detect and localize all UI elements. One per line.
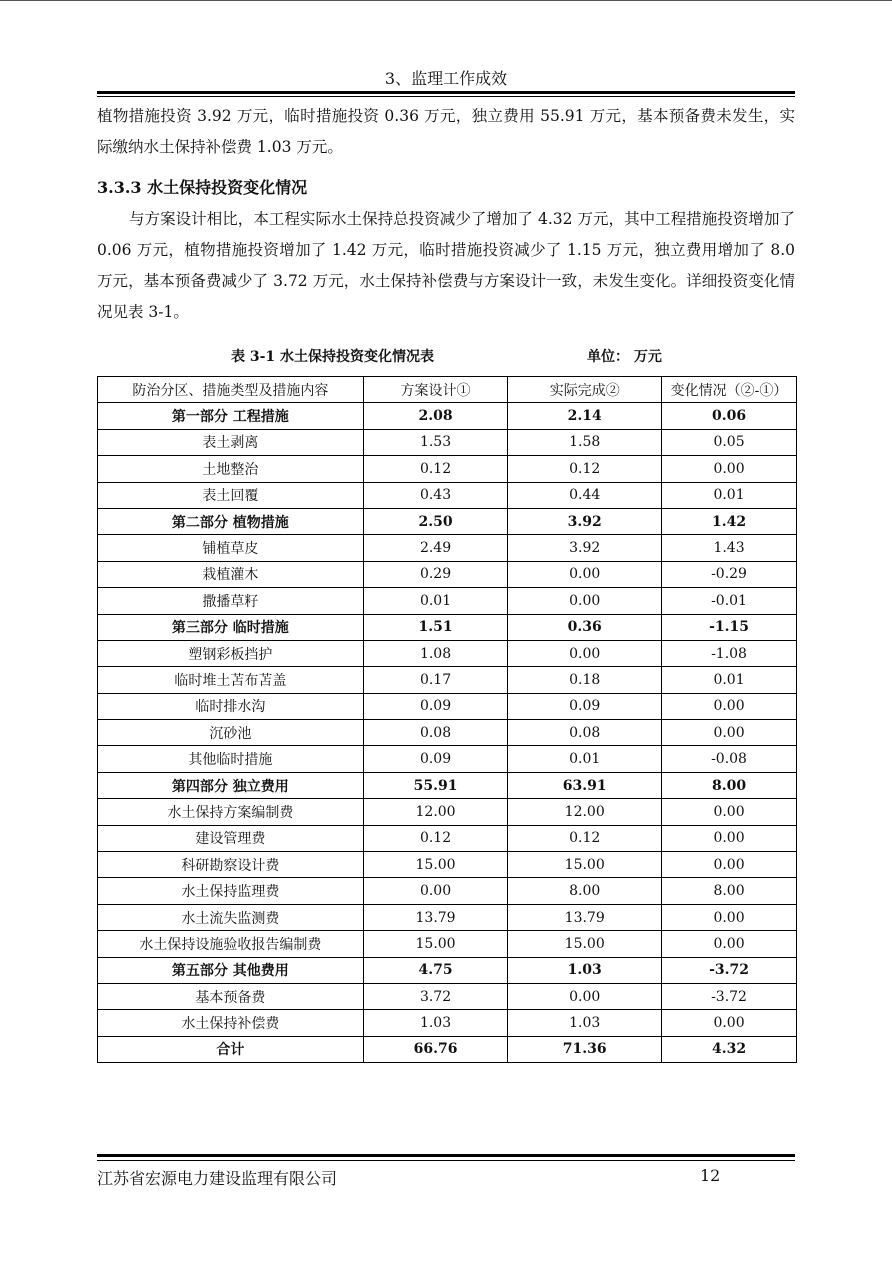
value-cell: 0.12 bbox=[363, 456, 508, 482]
value-cell: 2.14 bbox=[508, 403, 662, 429]
item-name-cell: 水土保持方案编制费 bbox=[98, 799, 364, 825]
item-name-cell: 栽植灌木 bbox=[98, 561, 364, 587]
table-row bbox=[98, 482, 797, 508]
value-cell: 0.00 bbox=[662, 720, 797, 746]
value-cell: 0.00 bbox=[662, 1010, 797, 1036]
value-cell: 0.17 bbox=[363, 667, 508, 693]
item-name-cell: 科研勘察设计费 bbox=[98, 852, 364, 878]
table-row bbox=[98, 746, 797, 772]
table-row bbox=[98, 456, 797, 482]
table-subtotal-row bbox=[98, 508, 797, 534]
value-cell: 0.12 bbox=[508, 825, 662, 851]
value-cell: 55.91 bbox=[363, 772, 508, 798]
value-cell: 0.00 bbox=[662, 456, 797, 482]
value-cell: 0.00 bbox=[508, 640, 662, 666]
value-cell: 0.09 bbox=[363, 693, 508, 719]
value-cell: 8.00 bbox=[662, 772, 797, 798]
value-cell: 0.00 bbox=[662, 825, 797, 851]
table-subtotal-row bbox=[98, 614, 797, 640]
value-cell: 1.03 bbox=[363, 1010, 508, 1036]
table-subtotal-row bbox=[98, 772, 797, 798]
item-name-cell: 其他临时措施 bbox=[98, 746, 364, 772]
header-cell: 防治分区、措施类型及措施内容 bbox=[98, 377, 364, 403]
header-cell: 方案设计① bbox=[363, 377, 508, 403]
table-row bbox=[98, 799, 797, 825]
table-header-row bbox=[98, 377, 797, 403]
value-cell: 1.53 bbox=[363, 429, 508, 455]
table-row bbox=[98, 561, 797, 587]
value-cell: 0.43 bbox=[363, 482, 508, 508]
value-cell: 0.12 bbox=[508, 456, 662, 482]
item-name-cell: 第三部分 临时措施 bbox=[98, 614, 364, 640]
value-cell: 3.92 bbox=[508, 535, 662, 561]
value-cell: -0.08 bbox=[662, 746, 797, 772]
page-number: 12 bbox=[700, 1166, 721, 1185]
value-cell: 0.08 bbox=[363, 720, 508, 746]
value-cell: 2.50 bbox=[363, 508, 508, 534]
table-row bbox=[98, 640, 797, 666]
value-cell: 0.00 bbox=[508, 561, 662, 587]
value-cell: -1.15 bbox=[662, 614, 797, 640]
page-top-border bbox=[0, 0, 892, 1]
value-cell: 0.00 bbox=[508, 588, 662, 614]
item-name-cell: 水土保持监理费 bbox=[98, 878, 364, 904]
item-name-cell: 第五部分 其他费用 bbox=[98, 957, 364, 983]
value-cell: 4.32 bbox=[662, 1036, 797, 1062]
value-cell: 12.00 bbox=[363, 799, 508, 825]
item-name-cell: 基本预备费 bbox=[98, 983, 364, 1009]
value-cell: 0.01 bbox=[662, 667, 797, 693]
value-cell: 0.01 bbox=[662, 482, 797, 508]
value-cell: 0.08 bbox=[508, 720, 662, 746]
item-name-cell: 合计 bbox=[98, 1036, 364, 1062]
value-cell: 0.00 bbox=[363, 878, 508, 904]
value-cell: 1.58 bbox=[508, 429, 662, 455]
value-cell: 0.29 bbox=[363, 561, 508, 587]
footer-rule-thick bbox=[97, 1154, 795, 1157]
item-name-cell: 表土回覆 bbox=[98, 482, 364, 508]
section-heading: 3.3.3 水土保持投资变化情况 bbox=[97, 178, 308, 197]
item-name-cell: 建设管理费 bbox=[98, 825, 364, 851]
value-cell: 66.76 bbox=[363, 1036, 508, 1062]
paragraph-investment-change: 与方案设计相比，本工程实际水土保持总投资减少了增加了 4.32 万元，其中工程措施投资增加了 0.06 万元，植物措施投资增加了 1.42 万元，临时措施投资减少了 1.15 万元，独立费用增加了 8.0 万元，基本预备费减少了 3.72 万元，水土保持补偿费与方案设计一致，未发生变化。详细投资变化情况见表 3-1。 bbox=[97, 210, 795, 321]
table-row bbox=[98, 904, 797, 930]
item-name-cell: 第四部分 独立费用 bbox=[98, 772, 364, 798]
value-cell: 0.09 bbox=[508, 693, 662, 719]
value-cell: 2.49 bbox=[363, 535, 508, 561]
value-cell: 2.08 bbox=[363, 403, 508, 429]
table-row bbox=[98, 852, 797, 878]
table-row bbox=[98, 667, 797, 693]
item-name-cell: 土地整治 bbox=[98, 456, 364, 482]
value-cell: -0.29 bbox=[662, 561, 797, 587]
value-cell: 15.00 bbox=[363, 931, 508, 957]
table-row bbox=[98, 720, 797, 746]
value-cell: 15.00 bbox=[508, 931, 662, 957]
table-row bbox=[98, 825, 797, 851]
item-name-cell: 临时堆土苫布苫盖 bbox=[98, 667, 364, 693]
header-rule-thin bbox=[97, 96, 795, 97]
table-row bbox=[98, 1010, 797, 1036]
value-cell: 0.44 bbox=[508, 482, 662, 508]
table-subtotal-row bbox=[98, 1036, 797, 1062]
footer-rule-thin bbox=[97, 1160, 795, 1161]
table-caption: 表 3-1 水土保持投资变化情况表 bbox=[231, 349, 435, 365]
value-cell: 0.00 bbox=[662, 852, 797, 878]
item-name-cell: 沉砂池 bbox=[98, 720, 364, 746]
value-cell: 3.72 bbox=[363, 983, 508, 1009]
value-cell: 1.42 bbox=[662, 508, 797, 534]
running-header-title: 3、监理工作成效 bbox=[384, 69, 508, 88]
value-cell: 0.05 bbox=[662, 429, 797, 455]
value-cell: 8.00 bbox=[508, 878, 662, 904]
table-subtotal-row bbox=[98, 957, 797, 983]
value-cell: 1.43 bbox=[662, 535, 797, 561]
table-row bbox=[98, 983, 797, 1009]
item-name-cell: 水土流失监测费 bbox=[98, 904, 364, 930]
value-cell: 15.00 bbox=[508, 852, 662, 878]
item-name-cell: 水土保持补偿费 bbox=[98, 1010, 364, 1036]
value-cell: 13.79 bbox=[363, 904, 508, 930]
footer-company-name: 江苏省宏源电力建设监理有限公司 bbox=[97, 1169, 338, 1188]
item-name-cell: 第二部分 植物措施 bbox=[98, 508, 364, 534]
value-cell: 63.91 bbox=[508, 772, 662, 798]
item-name-cell: 水土保持设施验收报告编制费 bbox=[98, 931, 364, 957]
item-name-cell: 第一部分 工程措施 bbox=[98, 403, 364, 429]
value-cell: 12.00 bbox=[508, 799, 662, 825]
value-cell: -0.01 bbox=[662, 588, 797, 614]
header-cell: 变化情况（②-①） bbox=[662, 377, 797, 403]
value-cell: 0.12 bbox=[363, 825, 508, 851]
table-row bbox=[98, 878, 797, 904]
value-cell: 0.00 bbox=[662, 904, 797, 930]
value-cell: 0.36 bbox=[508, 614, 662, 640]
item-name-cell: 塑钢彩板挡护 bbox=[98, 640, 364, 666]
value-cell: 0.06 bbox=[662, 403, 797, 429]
table-row bbox=[98, 931, 797, 957]
value-cell: 13.79 bbox=[508, 904, 662, 930]
value-cell: 0.00 bbox=[662, 931, 797, 957]
value-cell: 0.01 bbox=[508, 746, 662, 772]
item-name-cell: 临时排水沟 bbox=[98, 693, 364, 719]
value-cell: 15.00 bbox=[363, 852, 508, 878]
value-cell: 71.36 bbox=[508, 1036, 662, 1062]
item-name-cell: 铺植草皮 bbox=[98, 535, 364, 561]
investment-change-table bbox=[97, 376, 797, 1063]
value-cell: 1.03 bbox=[508, 957, 662, 983]
value-cell: 0.18 bbox=[508, 667, 662, 693]
value-cell: 8.00 bbox=[662, 878, 797, 904]
table-row bbox=[98, 693, 797, 719]
paragraph-investment-summary: 植物措施投资 3.92 万元，临时措施投资 0.36 万元，独立费用 55.91 万元，基本预备费未发生，实际缴纳水土保持补偿费 1.03 万元。 bbox=[97, 107, 795, 156]
value-cell: 0.00 bbox=[662, 693, 797, 719]
value-cell: -3.72 bbox=[662, 983, 797, 1009]
table-row bbox=[98, 429, 797, 455]
value-cell: 0.00 bbox=[662, 799, 797, 825]
value-cell: -3.72 bbox=[662, 957, 797, 983]
table-row bbox=[98, 588, 797, 614]
value-cell: 1.51 bbox=[363, 614, 508, 640]
item-name-cell: 表土剥离 bbox=[98, 429, 364, 455]
value-cell: 0.01 bbox=[363, 588, 508, 614]
header-rule-thick bbox=[97, 91, 795, 94]
value-cell: -1.08 bbox=[662, 640, 797, 666]
value-cell: 0.00 bbox=[508, 983, 662, 1009]
value-cell: 0.09 bbox=[363, 746, 508, 772]
item-name-cell: 撒播草籽 bbox=[98, 588, 364, 614]
value-cell: 4.75 bbox=[363, 957, 508, 983]
table-subtotal-row bbox=[98, 403, 797, 429]
value-cell: 3.92 bbox=[508, 508, 662, 534]
value-cell: 1.08 bbox=[363, 640, 508, 666]
header-cell: 实际完成② bbox=[508, 377, 662, 403]
table-unit: 单位： 万元 bbox=[587, 349, 662, 365]
table-row bbox=[98, 535, 797, 561]
value-cell: 1.03 bbox=[508, 1010, 662, 1036]
